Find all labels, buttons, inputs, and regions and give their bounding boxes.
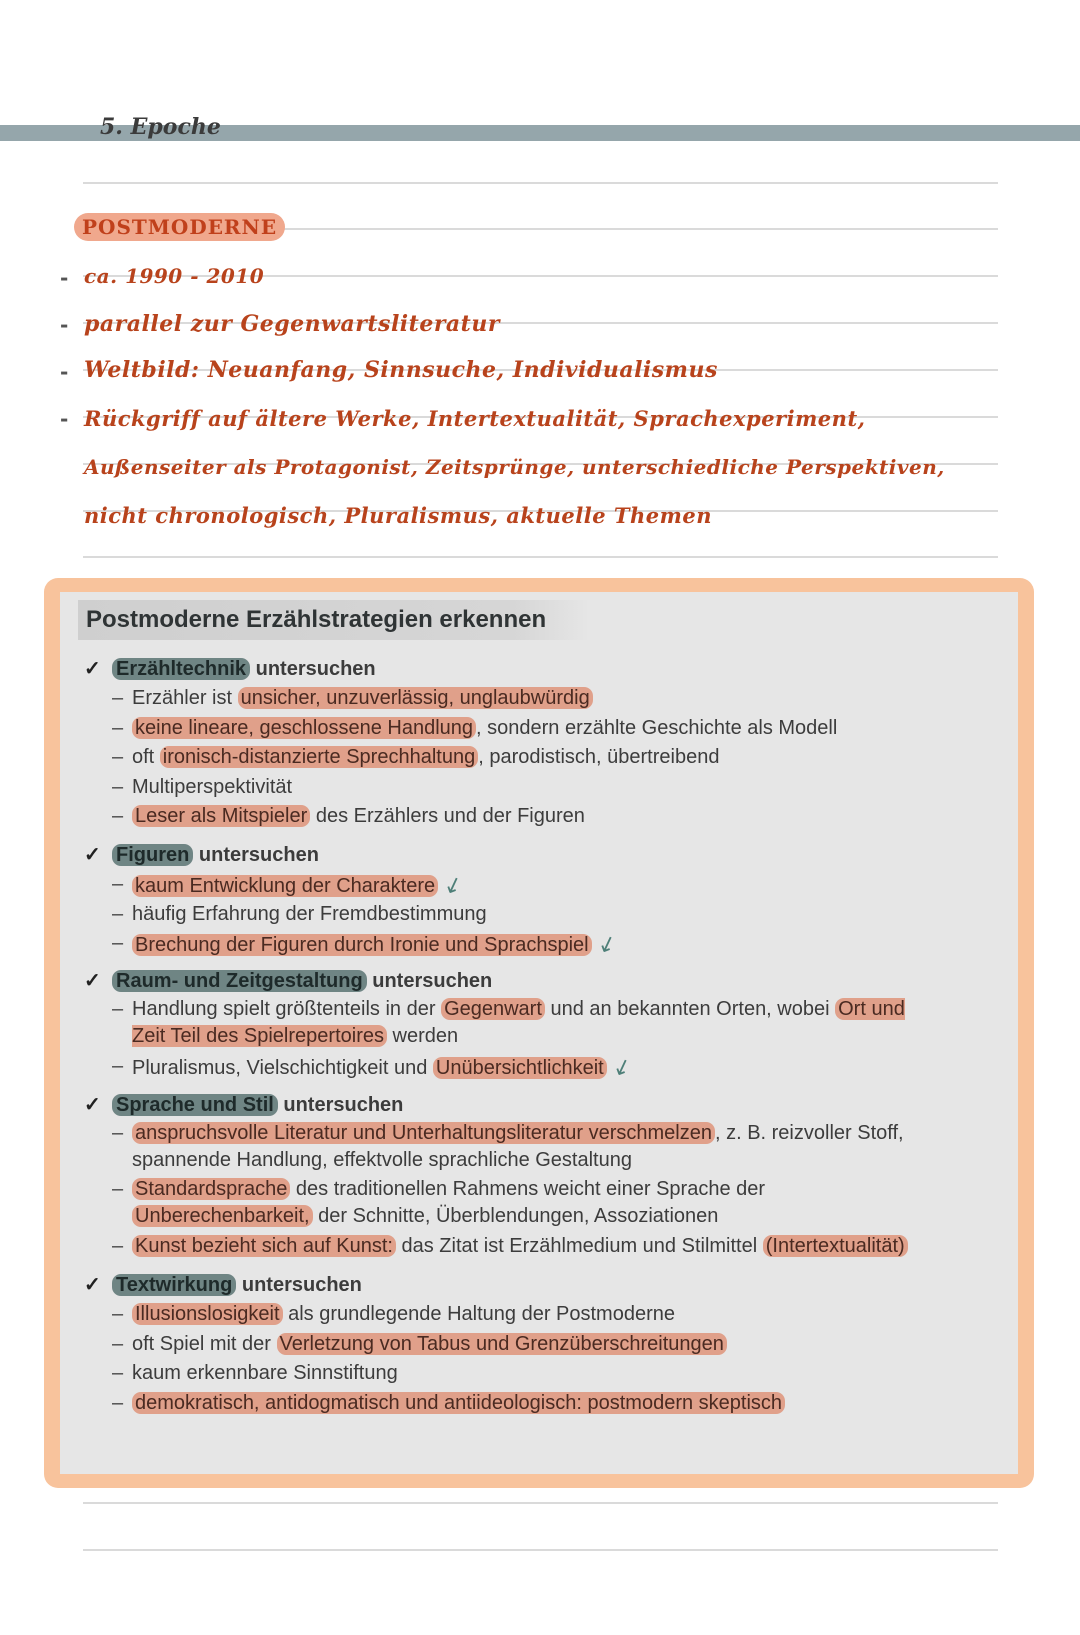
epoch-label: 5. Epoche	[100, 114, 221, 140]
highlight: kaum Entwicklung der Charaktere	[132, 875, 438, 897]
section-items	[112, 684, 837, 832]
ruled-line	[83, 1549, 998, 1551]
list-item	[112, 802, 837, 832]
highlight: Unübersichtlichkeit	[433, 1057, 607, 1079]
item-text: das Zitat ist Erzählmedium und Stilmittel	[395, 1235, 763, 1257]
list-item	[112, 1359, 785, 1389]
arrow-icon: ↙	[593, 928, 620, 959]
bullet-dash: -	[60, 360, 69, 384]
section-erzaehltechnik	[84, 656, 376, 681]
list-item	[112, 1232, 912, 1262]
highlight: keine lineare, geschlossene Handlung	[132, 717, 476, 739]
section-rest: untersuchen	[372, 970, 493, 992]
item-text: des traditionellen Rahmens weicht einer Sprache der	[290, 1178, 766, 1200]
list-item	[112, 1176, 912, 1232]
highlight: demokratisch, antidogmatisch und antiideologisch: postmodern skeptisch	[132, 1392, 785, 1414]
item-text: Handlung spielt größtenteils in der	[132, 998, 442, 1020]
list-item	[112, 714, 837, 744]
note-line-3: Weltbild: Neuanfang, Sinnsuche, Individualismus	[84, 357, 718, 383]
arrow-icon: ↙	[440, 869, 467, 900]
section-rest: untersuchen	[255, 658, 376, 680]
list-item	[112, 1120, 912, 1176]
section-rest: untersuchen	[198, 844, 319, 866]
highlight: Ort und Zeit Teil des Spielrepertoires	[132, 998, 905, 1047]
list-item	[112, 996, 912, 1052]
textbook-card	[44, 578, 1034, 1488]
list-item	[112, 1300, 785, 1330]
item-text: Multiperspektivität	[132, 775, 293, 798]
textbook-scan	[60, 592, 1018, 1474]
highlight: Gegenwart	[441, 998, 545, 1020]
section-items	[112, 1300, 785, 1418]
section-sprache-stil	[84, 1092, 403, 1117]
item-text: oft	[132, 746, 160, 768]
section-raum-zeit	[84, 968, 492, 993]
note-line-5: Außenseiter als Protagonist, Zeitsprünge, unterschiedliche Perspektiven,	[84, 455, 945, 479]
ruled-line	[83, 556, 998, 558]
highlight: (Intertextualität)	[763, 1235, 908, 1257]
bullet-dash: -	[60, 407, 69, 431]
checkmark-icon: ✓	[84, 1094, 101, 1116]
section-items	[112, 996, 912, 1082]
highlight: unsicher, unzuverlässig, unglaubwürdig	[238, 687, 593, 709]
highlight: Kunst bezieht sich auf Kunst:	[132, 1235, 396, 1257]
checkmark-icon: ✓	[84, 1274, 101, 1296]
section-items	[112, 1120, 912, 1262]
list-item	[112, 870, 616, 900]
note-line-4: Rückgriff auf ältere Werke, Intertextualität, Sprachexperiment,	[84, 406, 866, 431]
section-rest: untersuchen	[241, 1274, 362, 1296]
section-tag: Erzähltechnik	[112, 658, 250, 680]
highlight: anspruchsvolle Literatur und Unterhaltungsliteratur verschmelzen	[132, 1122, 715, 1144]
item-text: oft Spiel mit der	[132, 1332, 277, 1355]
list-item	[112, 773, 837, 803]
list-item	[112, 928, 620, 959]
checkmark-icon: ✓	[84, 970, 101, 992]
section-tag: Sprache und Stil	[112, 1094, 278, 1116]
highlight: ironisch-distanzierte Sprechhaltung	[160, 746, 478, 768]
item-text: kaum erkennbare Sinnstiftung	[132, 1362, 398, 1384]
checkmark-icon: ✓	[84, 658, 101, 680]
ruled-line	[83, 182, 998, 184]
item-text: , parodistisch, übertreibend	[478, 746, 720, 768]
section-tag: Textwirkung	[112, 1274, 236, 1296]
item-text: Erzähler ist	[132, 687, 238, 709]
list-item	[112, 684, 837, 714]
item-text: , sondern erzählte Geschichte als Modell	[476, 716, 838, 739]
section-rest: untersuchen	[283, 1094, 404, 1116]
ruled-line	[83, 1502, 998, 1504]
item-text: , z. B. reizvoller Stoff, spannende Handlung, effektvolle sprachliche Gestaltung	[132, 1122, 904, 1171]
arrow-icon: ↙	[608, 1051, 635, 1082]
list-item	[112, 1052, 912, 1082]
checkmark-icon: ✓	[84, 844, 101, 866]
section-textwirkung	[84, 1272, 362, 1297]
item-text: werden	[386, 1025, 459, 1047]
highlight: Verletzung von Tabus und Grenzüberschreitungen	[277, 1333, 727, 1355]
highlight: Standardsprache	[132, 1178, 290, 1200]
highlight: Unberechenbarkeit,	[132, 1205, 313, 1227]
list-item	[112, 1389, 785, 1419]
bullet-dash: -	[60, 313, 69, 337]
bullet-dash: -	[60, 266, 69, 290]
item-text: häufig Erfahrung der Fremdbestimmung	[132, 902, 487, 925]
highlight: Brechung der Figuren durch Ironie und Sprachspiel	[132, 934, 592, 956]
section-items	[112, 869, 620, 959]
card-heading: Postmoderne Erzählstrategien erkennen	[78, 600, 590, 640]
list-item	[112, 900, 616, 930]
highlight: Leser als Mitspieler	[132, 805, 310, 827]
notes-title: POSTMODERNE	[74, 213, 285, 241]
section-tag: Figuren	[112, 844, 193, 866]
note-line-2: parallel zur Gegenwartsliteratur	[84, 311, 500, 337]
note-line-1: ca. 1990 - 2010	[84, 264, 265, 288]
item-text: als grundlegende Haltung der Postmoderne	[282, 1303, 675, 1325]
section-tag: Raum- und Zeitgestaltung	[112, 970, 367, 992]
list-item	[112, 743, 837, 773]
item-text: des Erzählers und der Figuren	[310, 805, 585, 827]
section-figuren	[84, 842, 319, 867]
item-text: der Schnitte, Überblendungen, Assoziationen	[312, 1205, 719, 1227]
item-text: Pluralismus, Vielschichtigkeit und	[132, 1057, 433, 1079]
item-text: und an bekannten Orten, wobei	[544, 998, 836, 1020]
highlight: Illusionslosigkeit	[132, 1303, 283, 1325]
note-line-6: nicht chronologisch, Pluralismus, aktuelle Themen	[84, 503, 712, 528]
list-item	[112, 1330, 785, 1360]
